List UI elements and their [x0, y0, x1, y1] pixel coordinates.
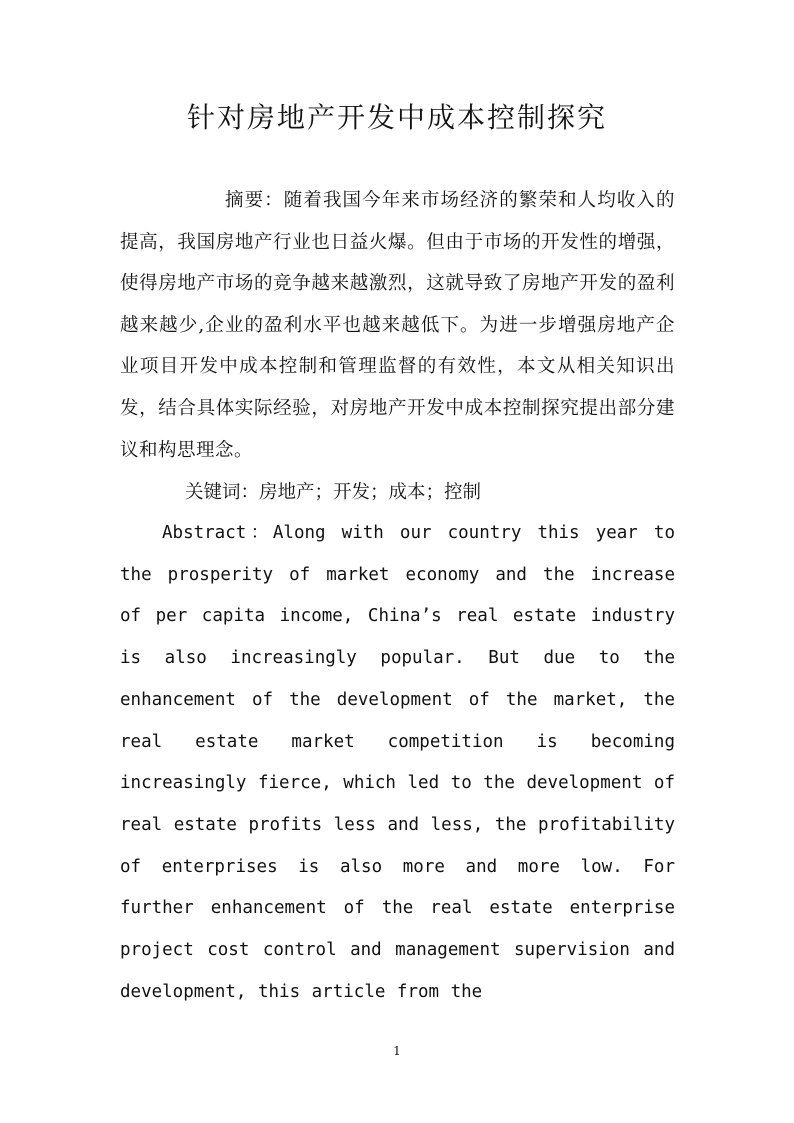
document-title: 针对房地产开发中成本控制探究	[186, 101, 607, 134]
page-number: 1	[393, 1044, 401, 1058]
keywords-line: 关键词：房地产；开发；成本；控制	[185, 482, 482, 503]
chinese-abstract: 摘要：随着我国今年来市场经济的繁荣和人均收入的提高，我国房地产行业也日益火爆。但由于市场的开发性的增强，使得房地产市场的竞争越来越激烈，这就导致了房地产开发的盈利越来越少,企业的盈利水平也越来越低下。为进一步增强房地产企业项目开发中成本控制和管理监督的有效性，本文从相关知识出发，结合具体实际经验，对房地产开发中成本控制探究提出部分建议和构思理念。	[120, 190, 675, 461]
english-abstract: Abstract：Along with our country this year to the prosperity of market economy and the increase of per capita income, China’s real estate industry is also increasingly popular. But due to the enhancement of the development of the market, the real estate market competition is becoming increasingly fierce, which led to the development of real estate profits less and less, the profitability of enterprises is also more and more low. For further enhancement of the real estate enterprise project cost control and management supervision and development, this article from the	[120, 523, 675, 1002]
